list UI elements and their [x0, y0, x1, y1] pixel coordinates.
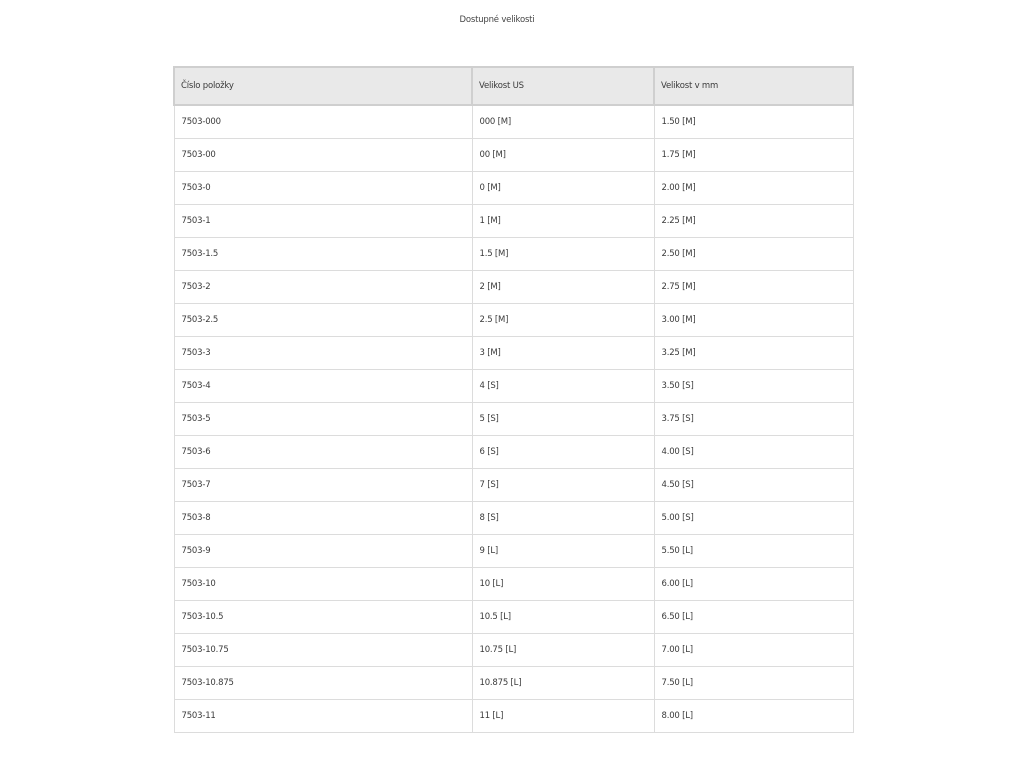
cell-us-size: 9 [L] — [472, 534, 654, 567]
cell-mm-size: 3.75 [S] — [654, 402, 853, 435]
table-row — [174, 435, 853, 468]
cell-us-size: 4 [S] — [472, 369, 654, 402]
cell-mm-size: 2.00 [M] — [654, 171, 853, 204]
cell-mm-size: 2.50 [M] — [654, 237, 853, 270]
cell-item-number: 7503-000 — [174, 105, 472, 138]
cell-mm-size: 8.00 [L] — [654, 699, 853, 732]
cell-item-number: 7503-2 — [174, 270, 472, 303]
table-row — [174, 237, 853, 270]
cell-us-size: 3 [M] — [472, 336, 654, 369]
table-row — [174, 534, 853, 567]
table-body — [174, 105, 853, 732]
cell-us-size: 1.5 [M] — [472, 237, 654, 270]
cell-us-size: 10 [L] — [472, 567, 654, 600]
cell-mm-size: 7.00 [L] — [654, 633, 853, 666]
table-row — [174, 699, 853, 732]
cell-us-size: 10.875 [L] — [472, 666, 654, 699]
cell-mm-size: 5.50 [L] — [654, 534, 853, 567]
cell-item-number: 7503-11 — [174, 699, 472, 732]
table-row — [174, 468, 853, 501]
table-row — [174, 567, 853, 600]
cell-item-number: 7503-10 — [174, 567, 472, 600]
cell-us-size: 5 [S] — [472, 402, 654, 435]
cell-mm-size: 2.75 [M] — [654, 270, 853, 303]
cell-item-number: 7503-3 — [174, 336, 472, 369]
cell-mm-size: 3.25 [M] — [654, 336, 853, 369]
cell-mm-size: 1.75 [M] — [654, 138, 853, 171]
cell-us-size: 7 [S] — [472, 468, 654, 501]
cell-item-number: 7503-1 — [174, 204, 472, 237]
cell-item-number: 7503-8 — [174, 501, 472, 534]
cell-item-number: 7503-0 — [174, 171, 472, 204]
cell-item-number: 7503-9 — [174, 534, 472, 567]
table-row — [174, 336, 853, 369]
cell-us-size: 8 [S] — [472, 501, 654, 534]
table-row — [174, 105, 853, 138]
cell-us-size: 0 [M] — [472, 171, 654, 204]
cell-mm-size: 1.50 [M] — [654, 105, 853, 138]
cell-us-size: 00 [M] — [472, 138, 654, 171]
cell-mm-size: 4.50 [S] — [654, 468, 853, 501]
cell-mm-size: 3.50 [S] — [654, 369, 853, 402]
cell-item-number: 7503-10.75 — [174, 633, 472, 666]
cell-item-number: 7503-10.5 — [174, 600, 472, 633]
page-title: Dostupné velikosti — [459, 15, 535, 25]
cell-us-size: 1 [M] — [472, 204, 654, 237]
column-header-mm-size: Velikost v mm — [654, 67, 853, 105]
column-header-item-number: Číslo položky — [174, 67, 472, 105]
table-row — [174, 402, 853, 435]
cell-us-size: 11 [L] — [472, 699, 654, 732]
cell-us-size: 10.75 [L] — [472, 633, 654, 666]
table-row — [174, 171, 853, 204]
cell-mm-size: 6.00 [L] — [654, 567, 853, 600]
cell-mm-size: 3.00 [M] — [654, 303, 853, 336]
sizes-table — [173, 66, 854, 733]
table-row — [174, 600, 853, 633]
cell-us-size: 000 [M] — [472, 105, 654, 138]
cell-mm-size: 7.50 [L] — [654, 666, 853, 699]
table-row — [174, 666, 853, 699]
cell-item-number: 7503-7 — [174, 468, 472, 501]
table-row — [174, 204, 853, 237]
cell-item-number: 7503-00 — [174, 138, 472, 171]
cell-item-number: 7503-2.5 — [174, 303, 472, 336]
table-row — [174, 369, 853, 402]
cell-us-size: 10.5 [L] — [472, 600, 654, 633]
cell-item-number: 7503-4 — [174, 369, 472, 402]
column-header-us-size: Velikost US — [472, 67, 654, 105]
cell-mm-size: 6.50 [L] — [654, 600, 853, 633]
cell-item-number: 7503-1.5 — [174, 237, 472, 270]
cell-us-size: 6 [S] — [472, 435, 654, 468]
table-header-row — [174, 67, 853, 105]
cell-item-number: 7503-6 — [174, 435, 472, 468]
cell-item-number: 7503-5 — [174, 402, 472, 435]
cell-mm-size: 2.25 [M] — [654, 204, 853, 237]
table-row — [174, 633, 853, 666]
cell-us-size: 2.5 [M] — [472, 303, 654, 336]
cell-item-number: 7503-10.875 — [174, 666, 472, 699]
table-row — [174, 501, 853, 534]
table-row — [174, 138, 853, 171]
table-row — [174, 303, 853, 336]
cell-mm-size: 4.00 [S] — [654, 435, 853, 468]
table-row — [174, 270, 853, 303]
cell-us-size: 2 [M] — [472, 270, 654, 303]
cell-mm-size: 5.00 [S] — [654, 501, 853, 534]
